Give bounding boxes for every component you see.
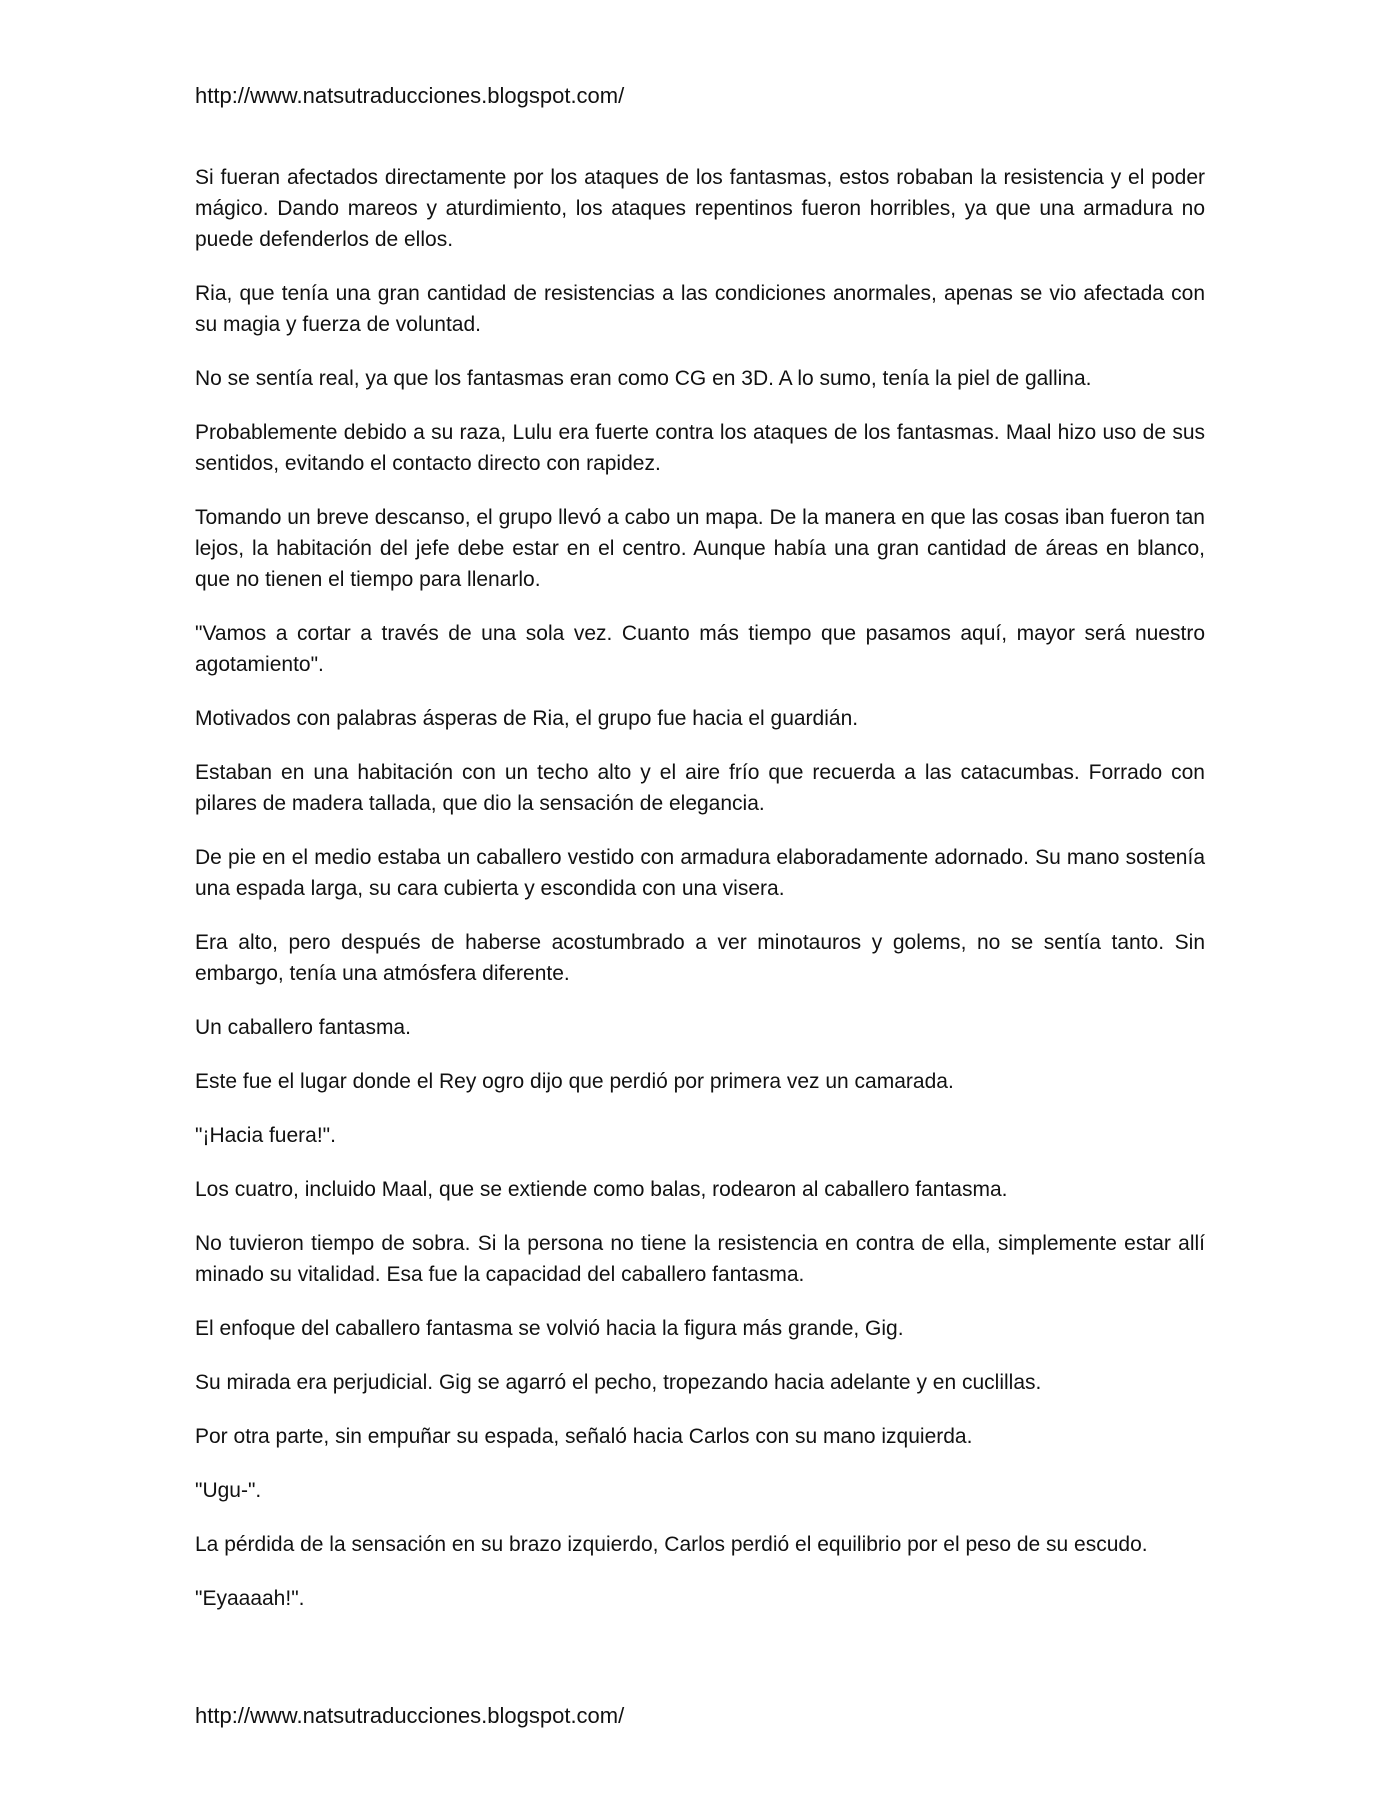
paragraph: "Ugu-". bbox=[195, 1479, 262, 1502]
document-body bbox=[195, 162, 1205, 1637]
paragraph: La pérdida de la sensación en su brazo izquierdo, Carlos perdió el equilibrio por el peso de su escudo. bbox=[195, 1533, 1148, 1556]
paragraph: Su mirada era perjudicial. Gig se agarró el pecho, tropezando hacia adelante y en cuclillas. bbox=[195, 1371, 1042, 1394]
paragraph: Motivados con palabras ásperas de Ria, el grupo fue hacia el guardián. bbox=[195, 707, 859, 730]
paragraph: No tuvieron tiempo de sobra. Si la persona no tiene la resistencia en contra de ella, simplemente estar allí minado su vitalidad. Esa fue la capacidad del caballero fantasma. bbox=[195, 1232, 1205, 1286]
paragraph: "Eyaaaah!". bbox=[195, 1587, 305, 1610]
paragraph: Un caballero fantasma. bbox=[195, 1016, 411, 1039]
paragraph: De pie en el medio estaba un caballero vestido con armadura elaboradamente adornado. Su mano sostenía una espada larga, su cara cubierta y escondida con una visera. bbox=[195, 846, 1205, 900]
paragraph: "¡Hacia fuera!". bbox=[195, 1124, 336, 1147]
paragraph: Este fue el lugar donde el Rey ogro dijo que perdió por primera vez un camarada. bbox=[195, 1070, 954, 1093]
paragraph: Por otra parte, sin empuñar su espada, señaló hacia Carlos con su mano izquierda. bbox=[195, 1425, 973, 1448]
paragraph: Era alto, pero después de haberse acostumbrado a ver minotauros y golems, no se sentía tanto. Sin embargo, tenía una atmósfera diferente. bbox=[195, 931, 1205, 985]
paragraph: Los cuatro, incluido Maal, que se extiende como balas, rodearon al caballero fantasma. bbox=[195, 1178, 1008, 1201]
header-url: http://www.natsutraducciones.blogspot.com/ bbox=[195, 83, 625, 108]
paragraph: No se sentía real, ya que los fantasmas eran como CG en 3D. A lo sumo, tenía la piel de gallina. bbox=[195, 367, 1092, 390]
paragraph: Si fueran afectados directamente por los ataques de los fantasmas, estos robaban la resistencia y el poder mágico. Dando mareos y aturdimiento, los ataques repentinos fueron horribles, ya que una armadura no puede defenderlos de ellos. bbox=[195, 166, 1205, 251]
paragraph: Tomando un breve descanso, el grupo llevó a cabo un mapa. De la manera en que las cosas iban fueron tan lejos, la habitación del jefe debe estar en el centro. Aunque había una gran cantidad de áreas en blanco, que no tienen el tiempo para llenarlo. bbox=[195, 506, 1205, 591]
paragraph: Probablemente debido a su raza, Lulu era fuerte contra los ataques de los fantasmas. Maal hizo uso de sus sentidos, evitando el contacto directo con rapidez. bbox=[195, 421, 1205, 475]
paragraph: "Vamos a cortar a través de una sola vez. Cuanto más tiempo que pasamos aquí, mayor será nuestro agotamiento". bbox=[195, 622, 1205, 676]
paragraph: El enfoque del caballero fantasma se volvió hacia la figura más grande, Gig. bbox=[195, 1317, 904, 1340]
paragraph: Ria, que tenía una gran cantidad de resistencias a las condiciones anormales, apenas se vio afectada con su magia y fuerza de voluntad. bbox=[195, 282, 1205, 336]
paragraph: Estaban en una habitación con un techo alto y el aire frío que recuerda a las catacumbas. Forrado con pilares de madera tallada, que dio la sensación de elegancia. bbox=[195, 761, 1205, 815]
footer-url: http://www.natsutraducciones.blogspot.com/ bbox=[195, 1703, 625, 1728]
